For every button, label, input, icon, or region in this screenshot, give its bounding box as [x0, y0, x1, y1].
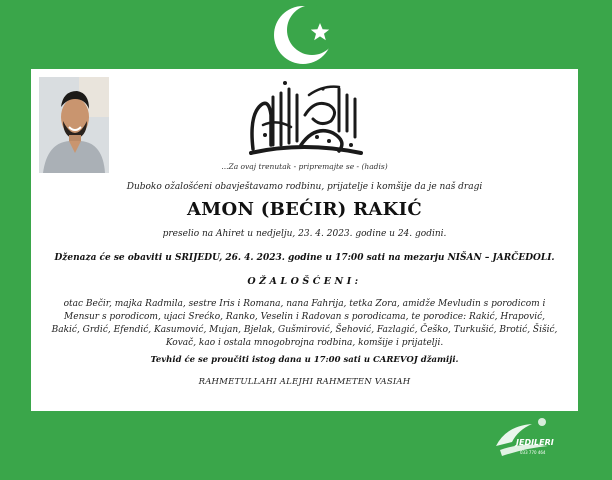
mourners-line: Bakić, Grdić, Efendić, Kasumović, Mujan, Bjelak, Gušmirović, Šehović, Fazlagić, Češko, Turkušić, Brotić, Šišić, [51, 325, 558, 335]
deceased-photo [39, 77, 109, 173]
calligraphy-image [243, 75, 365, 159]
funeral-info-text: Dženaza će se obaviti u SRIJEDU, 26. 4. 2023. godine u 17:00 sati na mezarju NIŠAN – JARČEDOLI. [54, 253, 555, 263]
mourners-list [39, 298, 570, 350]
company-logo-name: JEDILERI [516, 438, 554, 447]
crescent-star-icon [270, 4, 340, 66]
company-phone: 033 770 464 [520, 450, 546, 455]
intro-text: Duboko ožalošćeni obavještavamo rodbinu, prijatelje i komšije da je naš dragi [126, 182, 483, 192]
deceased-name: AMON (BEĆIR) RAKIĆ [187, 199, 422, 220]
mourners-title: OŽALOŠĆENI: [247, 276, 362, 287]
obituary-card [31, 69, 578, 411]
mourners-line: Mensur s porodicom, ujaci Srećko, Ranko, Veselin i Radovan s porodicama, te porodice: Rakić, Hrapović, [64, 312, 545, 322]
mourners-line: Kovač, kao i ostala mnogobrojna rodbina, komšije i prijatelji. [165, 338, 444, 348]
mourners-line: otac Bečir, majka Radmila, sestre Iris i Romana, nana Fahrija, tetka Zora, amidže Mevludin s porodicom i [63, 299, 546, 309]
tevhid-info-text: Tevhid će se proučiti istog dana u 17:00 sati u CAREVOJ džamiji. [150, 355, 459, 365]
passing-date-text: preselio na Ahiret u nedjelju, 23. 4. 2023. godine u 24. godini. [162, 229, 447, 239]
hadis-quote: ...Za ovaj trenutak - pripremajte se - (hadis) [221, 162, 388, 171]
closing-prayer-text: RAHMETULLAHI ALEJHI RAHMETEN VASIAH [198, 377, 411, 387]
